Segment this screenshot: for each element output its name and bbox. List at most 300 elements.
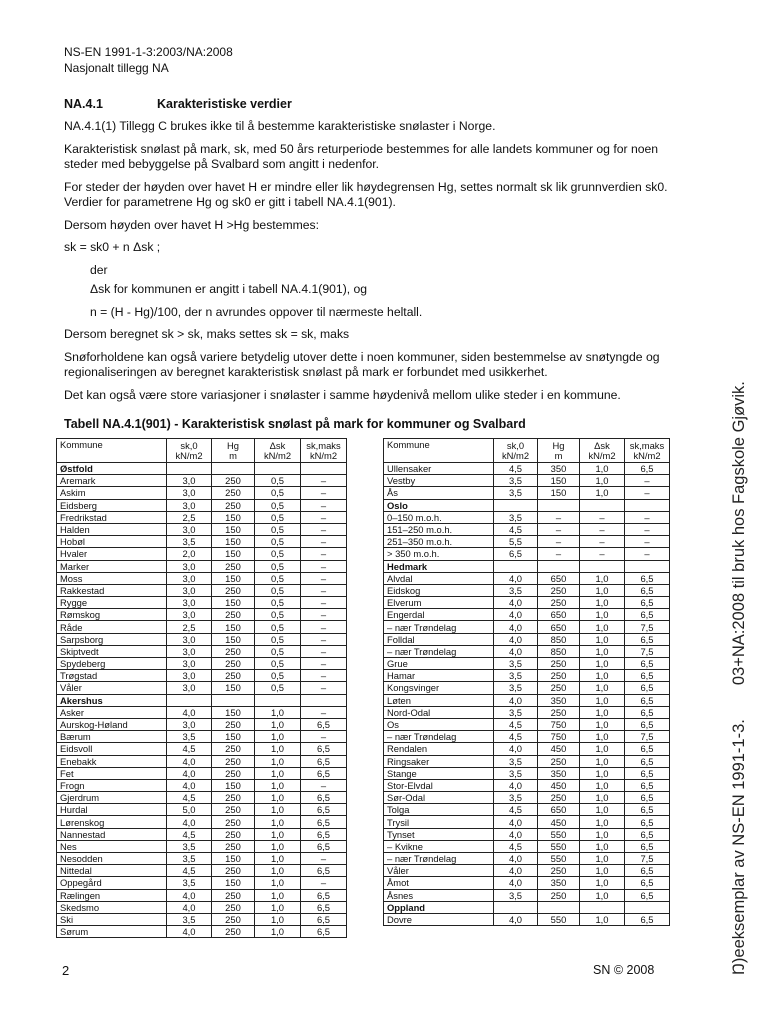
cell-skmaks: 6,5: [625, 804, 670, 816]
cell-hg: 850: [538, 633, 580, 645]
cell-skmaks: 7,5: [625, 853, 670, 865]
cell-dsk: 1,0: [255, 779, 301, 791]
paragraph: Dersom beregnet sk > sk, maks settes sk = sk, maks: [64, 327, 350, 341]
cell-hg: 250: [212, 828, 255, 840]
cell-sk0: 4,5: [494, 718, 538, 730]
cell-skmaks: –: [301, 706, 347, 718]
table-row: [57, 572, 347, 584]
cell-hg: 550: [538, 853, 580, 865]
cell-sk0: 3,5: [494, 792, 538, 804]
cell-sk0: 4,0: [494, 865, 538, 877]
cell-dsk: 0,5: [255, 584, 301, 596]
cell-hg: 250: [212, 743, 255, 755]
kommune-name: Våler: [57, 682, 167, 694]
cell-hg: 250: [538, 597, 580, 609]
cell-sk0: 3,0: [167, 487, 212, 499]
col-header-dsk-unit: kN/m2: [588, 449, 616, 461]
table-row: [57, 633, 347, 645]
cell-dsk: 1,0: [255, 767, 301, 779]
kommune-name: Skiptvedt: [57, 645, 167, 657]
cell-hg: 150: [212, 536, 255, 548]
kommune-name: Nesodden: [57, 853, 167, 865]
paragraph: NA.4.1(1) Tillegg C brukes ikke til å bestemme karakteristiske snølaster i Norge.: [64, 119, 496, 133]
col-header-skmaks-unit: kN/m2: [309, 449, 338, 461]
cell-hg: 250: [212, 926, 255, 938]
table-row: [57, 511, 347, 523]
kommune-name: Gjerdrum: [57, 792, 167, 804]
cell-skmaks: 6,5: [625, 572, 670, 584]
cell-hg: 550: [538, 828, 580, 840]
paragraph: Δsk for kommunen er angitt i tabell NA.4.1(901), og: [90, 282, 368, 296]
col-header-kommune: Kommune: [384, 439, 494, 463]
cell-dsk: 0,5: [255, 645, 301, 657]
table-row: [57, 816, 347, 828]
license-watermark: [730, 381, 749, 975]
cell-skmaks: 7,5: [625, 731, 670, 743]
cell-sk0: 3,0: [167, 633, 212, 645]
cell-hg: 250: [212, 718, 255, 730]
cell-hg: 250: [212, 584, 255, 596]
table-cell: [301, 463, 347, 475]
table-row: [57, 658, 347, 670]
kommune-name: Stor-Elvdal: [384, 779, 494, 791]
cell-skmaks: –: [301, 572, 347, 584]
cell-sk0: 3,0: [167, 597, 212, 609]
cell-sk0: 4,0: [167, 767, 212, 779]
cell-skmaks: 6,5: [625, 743, 670, 755]
cell-sk0: 4,0: [494, 816, 538, 828]
cell-dsk: 1,0: [580, 475, 625, 487]
cell-dsk: 0,5: [255, 597, 301, 609]
table-row: [384, 572, 670, 584]
kommune-name: Stange: [384, 767, 494, 779]
kommune-name: Enebakk: [57, 755, 167, 767]
cell-dsk: 0,5: [255, 475, 301, 487]
table-row: [57, 536, 347, 548]
kommune-name: Asker: [57, 706, 167, 718]
kommune-name: Nord-Odal: [384, 706, 494, 718]
cell-hg: 250: [212, 658, 255, 670]
cell-sk0: 4,0: [494, 828, 538, 840]
cell-dsk: –: [580, 536, 625, 548]
cell-sk0: 4,0: [494, 853, 538, 865]
formula: sk = sk0 + n Δsk ;: [64, 240, 161, 254]
table-row: [384, 718, 670, 730]
kommune-name: Trøgstad: [57, 670, 167, 682]
cell-hg: 250: [212, 499, 255, 511]
cell-hg: 250: [212, 560, 255, 572]
cell-dsk: 1,0: [580, 487, 625, 499]
cell-skmaks: 6,5: [301, 840, 347, 852]
cell-skmaks: 6,5: [625, 718, 670, 730]
cell-skmaks: 7,5: [625, 645, 670, 657]
cell-hg: 250: [538, 889, 580, 901]
cell-skmaks: –: [625, 475, 670, 487]
paragraph: Snøforholdene kan også variere betydelig utover dette i noen kommuner, siden bestemmelse av snøtyngde og regionaliseringen av beregnet karakteristisk snølast på mark er forbundet med usikkerhet.: [64, 349, 660, 379]
cell-skmaks: 6,5: [625, 828, 670, 840]
cell-hg: 150: [212, 731, 255, 743]
cell-hg: 250: [538, 792, 580, 804]
cell-sk0: 4,0: [494, 633, 538, 645]
cell-skmaks: 6,5: [625, 682, 670, 694]
cell-hg: –: [538, 511, 580, 523]
kommune-name: Os: [384, 718, 494, 730]
kommune-name: Aremark: [57, 475, 167, 487]
cell-hg: 150: [212, 877, 255, 889]
cell-sk0: 3,0: [167, 560, 212, 572]
table-cell: [494, 499, 538, 511]
cell-hg: 250: [212, 670, 255, 682]
kommune-name: Marker: [57, 560, 167, 572]
cell-dsk: 1,0: [255, 718, 301, 730]
table-row: [57, 560, 347, 572]
cell-skmaks: 6,5: [301, 828, 347, 840]
table-cell: [255, 463, 301, 475]
kommune-name: Sør-Odal: [384, 792, 494, 804]
col-header-hg: [212, 439, 255, 463]
annex-label: Nasjonalt tillegg NA: [64, 61, 169, 75]
kommune-name: Rømskog: [57, 609, 167, 621]
cell-dsk: 1,0: [580, 609, 625, 621]
cell-dsk: 1,0: [255, 743, 301, 755]
section-title: Karakteristiske verdier: [157, 97, 292, 111]
kommune-name: Ski: [57, 913, 167, 925]
cell-sk0: 3,0: [167, 670, 212, 682]
table-row: [57, 621, 347, 633]
cell-sk0: 3,5: [167, 536, 212, 548]
table-row: [57, 682, 347, 694]
col-header-hg-label: Hg: [552, 439, 565, 451]
table-row: [384, 755, 670, 767]
kommune-name: Eidsberg: [57, 499, 167, 511]
cell-dsk: 1,0: [255, 755, 301, 767]
table-row: [57, 926, 347, 938]
cell-dsk: 1,0: [255, 731, 301, 743]
col-header-skmaks: [301, 439, 347, 463]
cell-skmaks: –: [301, 597, 347, 609]
cell-dsk: 1,0: [580, 572, 625, 584]
cell-hg: 250: [212, 767, 255, 779]
cell-sk0: 4,5: [167, 792, 212, 804]
table-header-row: [57, 439, 347, 463]
snow-load-table-left: [56, 438, 347, 938]
cell-hg: 250: [212, 816, 255, 828]
table-row: [57, 865, 347, 877]
table-body-left: [57, 463, 347, 938]
cell-dsk: 1,0: [580, 706, 625, 718]
cell-sk0: 3,0: [167, 523, 212, 535]
kommune-name: Råde: [57, 621, 167, 633]
cell-skmaks: 6,5: [301, 792, 347, 804]
cell-dsk: 1,0: [255, 889, 301, 901]
cell-sk0: 4,0: [494, 877, 538, 889]
table-row: [384, 463, 670, 475]
col-header-dsk: [255, 439, 301, 463]
cell-dsk: –: [580, 511, 625, 523]
cell-dsk: 1,0: [580, 804, 625, 816]
kommune-name: Spydeberg: [57, 658, 167, 670]
kommune-name: Oppegård: [57, 877, 167, 889]
table-row: [384, 840, 670, 852]
table-row: [57, 475, 347, 487]
paragraph: der: [90, 262, 108, 277]
kommune-name: Eidskog: [384, 584, 494, 596]
cell-sk0: 3,5: [494, 658, 538, 670]
cell-sk0: 2,5: [167, 621, 212, 633]
cell-sk0: 3,0: [167, 475, 212, 487]
body-text: [64, 119, 674, 410]
table-row: [57, 609, 347, 621]
kommune-name: Dovre: [384, 913, 494, 925]
cell-skmaks: –: [301, 487, 347, 499]
cell-dsk: 1,0: [580, 792, 625, 804]
cell-skmaks: –: [301, 633, 347, 645]
col-header-hg-unit: m: [229, 449, 237, 461]
cell-sk0: 4,0: [494, 572, 538, 584]
cell-skmaks: 6,5: [301, 913, 347, 925]
cell-skmaks: 6,5: [301, 926, 347, 938]
kommune-name: Eidsvoll: [57, 743, 167, 755]
cell-hg: 250: [538, 706, 580, 718]
cell-hg: 650: [538, 609, 580, 621]
kommune-name: Tolga: [384, 804, 494, 816]
cell-skmaks: 6,5: [301, 901, 347, 913]
table-row: [57, 645, 347, 657]
cell-dsk: 1,0: [580, 633, 625, 645]
kommune-name: Fet: [57, 767, 167, 779]
col-header-sk0: [167, 439, 212, 463]
table-row: [384, 487, 670, 499]
cell-sk0: 3,5: [167, 877, 212, 889]
cell-sk0: 3,5: [494, 706, 538, 718]
table-row: [57, 731, 347, 743]
cell-skmaks: –: [625, 536, 670, 548]
table-row: [57, 755, 347, 767]
table-group-row: [57, 694, 347, 706]
cell-hg: 150: [212, 523, 255, 535]
cell-dsk: 0,5: [255, 621, 301, 633]
col-header-skmaks-label: sk,maks: [629, 439, 665, 451]
cell-dsk: 1,0: [580, 889, 625, 901]
cell-sk0: 3,0: [167, 645, 212, 657]
cell-skmaks: –: [301, 645, 347, 657]
group-name: Østfold: [57, 463, 167, 475]
paragraph: For steder der høyden over havet H er mindre eller lik høydegrensen Hg, settes normalt sk lik grunnverdien sk0. Verdier for parametrene Hg og sk0 er gitt i tabell NA.4.1(901).: [64, 179, 668, 209]
cell-skmaks: –: [625, 548, 670, 560]
paragraph: Karakteristisk snølast på mark, sk, med 50 års returperiode bestemmes for alle landets kommuner og for noen steder med bebyggelse på Svalbard som angitt i nedenfor.: [64, 141, 659, 171]
cell-hg: 150: [212, 572, 255, 584]
table-row: [384, 816, 670, 828]
cell-hg: 150: [212, 779, 255, 791]
cell-sk0: 4,0: [494, 621, 538, 633]
cell-dsk: 1,0: [580, 877, 625, 889]
table-row: [384, 633, 670, 645]
table-row: [384, 767, 670, 779]
cell-sk0: 4,0: [167, 926, 212, 938]
cell-sk0: 5,0: [167, 804, 212, 816]
kommune-name: Alvdal: [384, 572, 494, 584]
cell-dsk: 1,0: [580, 853, 625, 865]
table-row: [57, 767, 347, 779]
cell-dsk: –: [580, 523, 625, 535]
cell-skmaks: –: [301, 499, 347, 511]
table-row: [384, 731, 670, 743]
col-header-dsk-unit: kN/m2: [263, 449, 292, 461]
cell-hg: 650: [538, 804, 580, 816]
kommune-name: Åmot: [384, 877, 494, 889]
cell-hg: 250: [212, 487, 255, 499]
cell-sk0: 3,5: [167, 853, 212, 865]
table-row: [384, 621, 670, 633]
kommune-name: – nær Trøndelag: [384, 853, 494, 865]
cell-sk0: 4,0: [167, 889, 212, 901]
cell-dsk: 1,0: [580, 743, 625, 755]
table-cell: [255, 694, 301, 706]
paragraph: Dersom høyden over havet H >Hg bestemmes:: [64, 217, 320, 232]
cell-hg: 750: [538, 718, 580, 730]
cell-skmaks: –: [301, 853, 347, 865]
kommune-name: Frogn: [57, 779, 167, 791]
table-body-right: [384, 463, 670, 926]
cell-sk0: 3,0: [167, 682, 212, 694]
cell-hg: 650: [538, 621, 580, 633]
col-header-dsk-label: Δsk: [269, 439, 286, 451]
table-group-row: [384, 560, 670, 572]
cell-sk0: 4,5: [494, 840, 538, 852]
cell-skmaks: –: [301, 523, 347, 535]
cell-sk0: 5,5: [494, 536, 538, 548]
cell-hg: 250: [538, 670, 580, 682]
table-cell: [494, 560, 538, 572]
table-row: [57, 718, 347, 730]
table-cell: [625, 901, 670, 913]
cell-dsk: 0,5: [255, 548, 301, 560]
cell-sk0: 4,5: [167, 828, 212, 840]
cell-hg: 250: [212, 475, 255, 487]
table-row: [57, 523, 347, 535]
cell-dsk: 1,0: [580, 621, 625, 633]
cell-dsk: 1,0: [580, 755, 625, 767]
group-name: Oslo: [384, 499, 494, 511]
kommune-name: Folldal: [384, 633, 494, 645]
col-header-sk0-unit: kN/m2: [175, 449, 203, 461]
cell-skmaks: 6,5: [625, 633, 670, 645]
col-header-sk0-label: sk,0: [506, 439, 525, 451]
kommune-name: Rendalen: [384, 743, 494, 755]
table-row: [384, 877, 670, 889]
table-row: [57, 779, 347, 791]
cell-dsk: 1,0: [580, 718, 625, 730]
table-row: [57, 840, 347, 852]
cell-skmaks: 6,5: [625, 755, 670, 767]
cell-skmaks: –: [301, 548, 347, 560]
table-row: [384, 694, 670, 706]
cell-skmaks: 6,5: [625, 609, 670, 621]
group-name: Hedmark: [384, 560, 494, 572]
cell-skmaks: –: [301, 779, 347, 791]
cell-hg: 250: [212, 792, 255, 804]
cell-skmaks: 6,5: [625, 463, 670, 475]
cell-hg: 150: [212, 621, 255, 633]
cell-dsk: –: [580, 548, 625, 560]
kommune-name: Grue: [384, 658, 494, 670]
section-heading: [64, 97, 292, 111]
cell-sk0: 3,5: [167, 840, 212, 852]
cell-hg: 350: [538, 694, 580, 706]
table-row: [384, 645, 670, 657]
cell-dsk: 0,5: [255, 523, 301, 535]
cell-skmaks: 6,5: [625, 792, 670, 804]
col-header-skmaks-label: sk,maks: [306, 439, 341, 451]
cell-sk0: 3,5: [494, 682, 538, 694]
cell-hg: 250: [212, 609, 255, 621]
cell-hg: 250: [212, 889, 255, 901]
table-row: [57, 706, 347, 718]
table-row: [57, 792, 347, 804]
cell-hg: 750: [538, 731, 580, 743]
col-header-hg-unit: m: [554, 449, 563, 461]
kommune-name: Ringsaker: [384, 755, 494, 767]
table-row: [57, 889, 347, 901]
cell-sk0: 4,0: [494, 913, 538, 925]
table-cell: [625, 560, 670, 572]
cell-dsk: 1,0: [580, 584, 625, 596]
cell-skmaks: –: [301, 658, 347, 670]
cell-sk0: 3,5: [494, 889, 538, 901]
cell-sk0: 4,5: [494, 463, 538, 475]
cell-skmaks: 6,5: [625, 694, 670, 706]
cell-dsk: 0,5: [255, 682, 301, 694]
kommune-name: Sarpsborg: [57, 633, 167, 645]
cell-dsk: 1,0: [580, 597, 625, 609]
cell-hg: 250: [212, 804, 255, 816]
cell-skmaks: 6,5: [625, 779, 670, 791]
cell-dsk: 1,0: [580, 779, 625, 791]
kommune-name: – nær Trøndelag: [384, 645, 494, 657]
paragraph: n = (H - Hg)/100, der n avrundes oppover til nærmeste heltall.: [90, 304, 423, 319]
table-cell: [167, 463, 212, 475]
table-row: [57, 670, 347, 682]
cell-sk0: 4,0: [167, 779, 212, 791]
cell-sk0: 3,5: [494, 487, 538, 499]
cell-dsk: 0,5: [255, 658, 301, 670]
kommune-name: 151–250 m.o.h.: [384, 523, 494, 535]
table-row: [384, 658, 670, 670]
kommune-name: Rygge: [57, 597, 167, 609]
cell-hg: 250: [212, 840, 255, 852]
cell-sk0: 3,5: [494, 584, 538, 596]
cell-skmaks: –: [301, 511, 347, 523]
table-row: [384, 548, 670, 560]
cell-hg: –: [538, 523, 580, 535]
col-header-sk0: [494, 439, 538, 463]
cell-hg: 250: [538, 658, 580, 670]
cell-dsk: 1,0: [580, 658, 625, 670]
kommune-name: Vestby: [384, 475, 494, 487]
table-row: [384, 597, 670, 609]
cell-sk0: 4,5: [494, 523, 538, 535]
cell-skmaks: –: [301, 560, 347, 572]
cell-hg: 450: [538, 743, 580, 755]
cell-dsk: 1,0: [580, 865, 625, 877]
cell-hg: 550: [538, 913, 580, 925]
table-cell: [538, 901, 580, 913]
group-name: Oppland: [384, 901, 494, 913]
cell-skmaks: 6,5: [301, 865, 347, 877]
col-header-sk0-unit: kN/m2: [501, 449, 530, 461]
kommune-name: Tynset: [384, 828, 494, 840]
cell-dsk: 1,0: [255, 913, 301, 925]
